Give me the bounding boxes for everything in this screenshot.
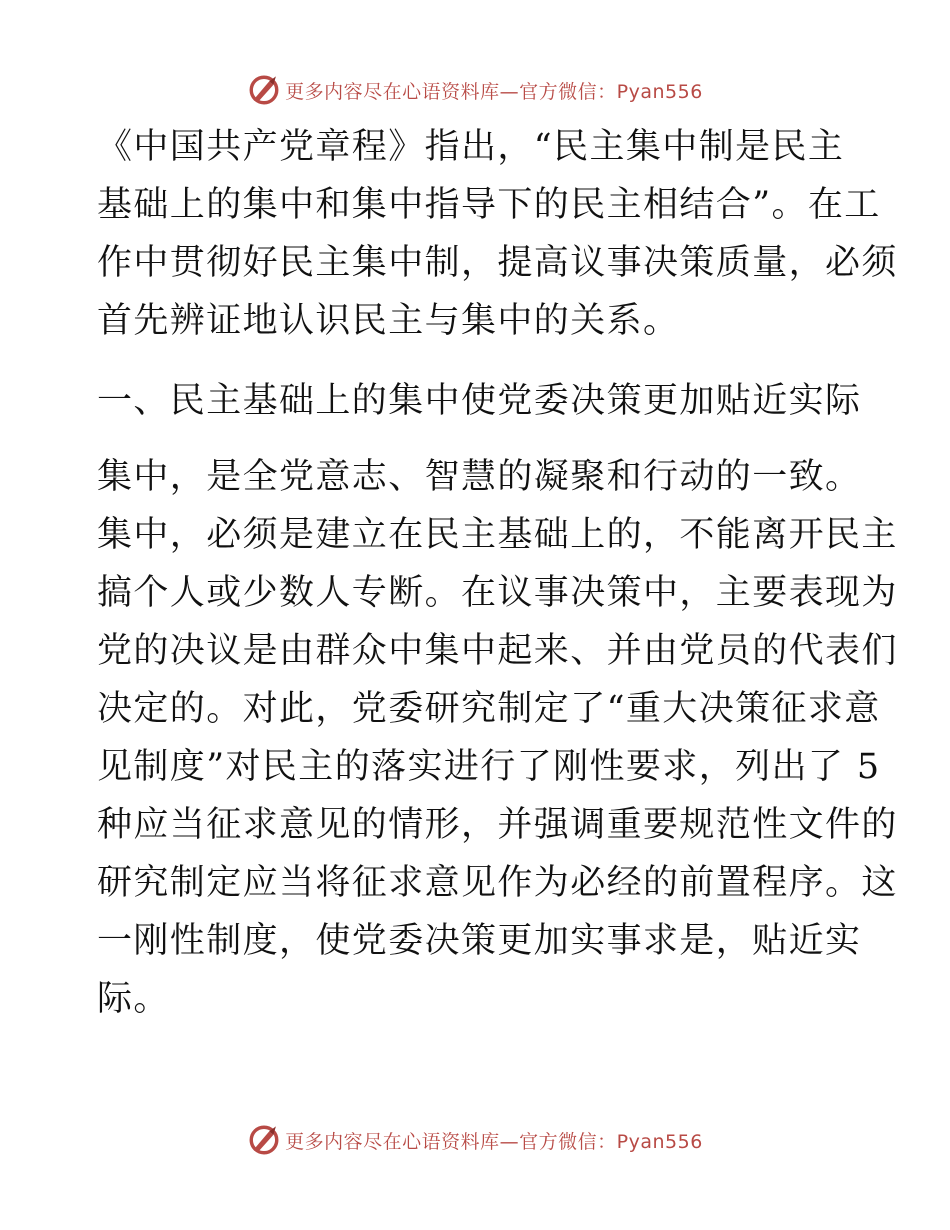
text-line: 作中贯彻好民主集中制，提高议事决策质量，必须: [97, 243, 898, 283]
footer-banner-text: 更多内容尽在心语资料库—官方微信：Pyan556: [285, 1130, 703, 1153]
text-line: 搞个人或少数人专断。在议事决策中，主要表现为: [97, 573, 898, 613]
text-line: 《中国共产党章程》指出，“民主集中制是民主: [97, 127, 845, 167]
text-line: 集中，必须是建立在民主基础上的，不能离开民主: [97, 515, 898, 555]
document-body: [97, 118, 898, 1028]
section-heading: 一、民主基础上的集中使党委决策更加贴近实际: [97, 381, 862, 421]
quill-logo-icon: [247, 73, 281, 107]
text-line: 基础上的集中和集中指导下的民主相结合”。在工: [97, 185, 881, 225]
header-banner: [0, 70, 950, 110]
text-line: 决定的。对此，党委研究制定了“重大决策征求意: [97, 689, 881, 729]
text-line: 一刚性制度，使党委决策更加实事求是，贴近实: [97, 921, 862, 961]
text-line: 集中，是全党意志、智慧的凝聚和行动的一致。: [97, 457, 862, 497]
paragraph-intro: [97, 118, 898, 350]
text-line: 研究制定应当将征求意见作为必经的前置程序。这: [97, 863, 898, 903]
text-line: 种应当征求意见的情形，并强调重要规范性文件的: [97, 805, 898, 845]
paragraph-section1: [97, 448, 898, 1028]
text-line: 党的决议是由群众中集中起来、并由党员的代表们: [97, 631, 898, 671]
text-line: 首先辨证地认识民主与集中的关系。: [97, 301, 680, 341]
footer-banner: [0, 1120, 950, 1160]
quill-logo-icon: [247, 1123, 281, 1157]
header-banner-text: 更多内容尽在心语资料库—官方微信：Pyan556: [285, 80, 703, 103]
text-line: 见制度”对民主的落实进行了刚性要求，列出了 5: [97, 747, 881, 787]
text-line: 际。: [97, 979, 170, 1019]
